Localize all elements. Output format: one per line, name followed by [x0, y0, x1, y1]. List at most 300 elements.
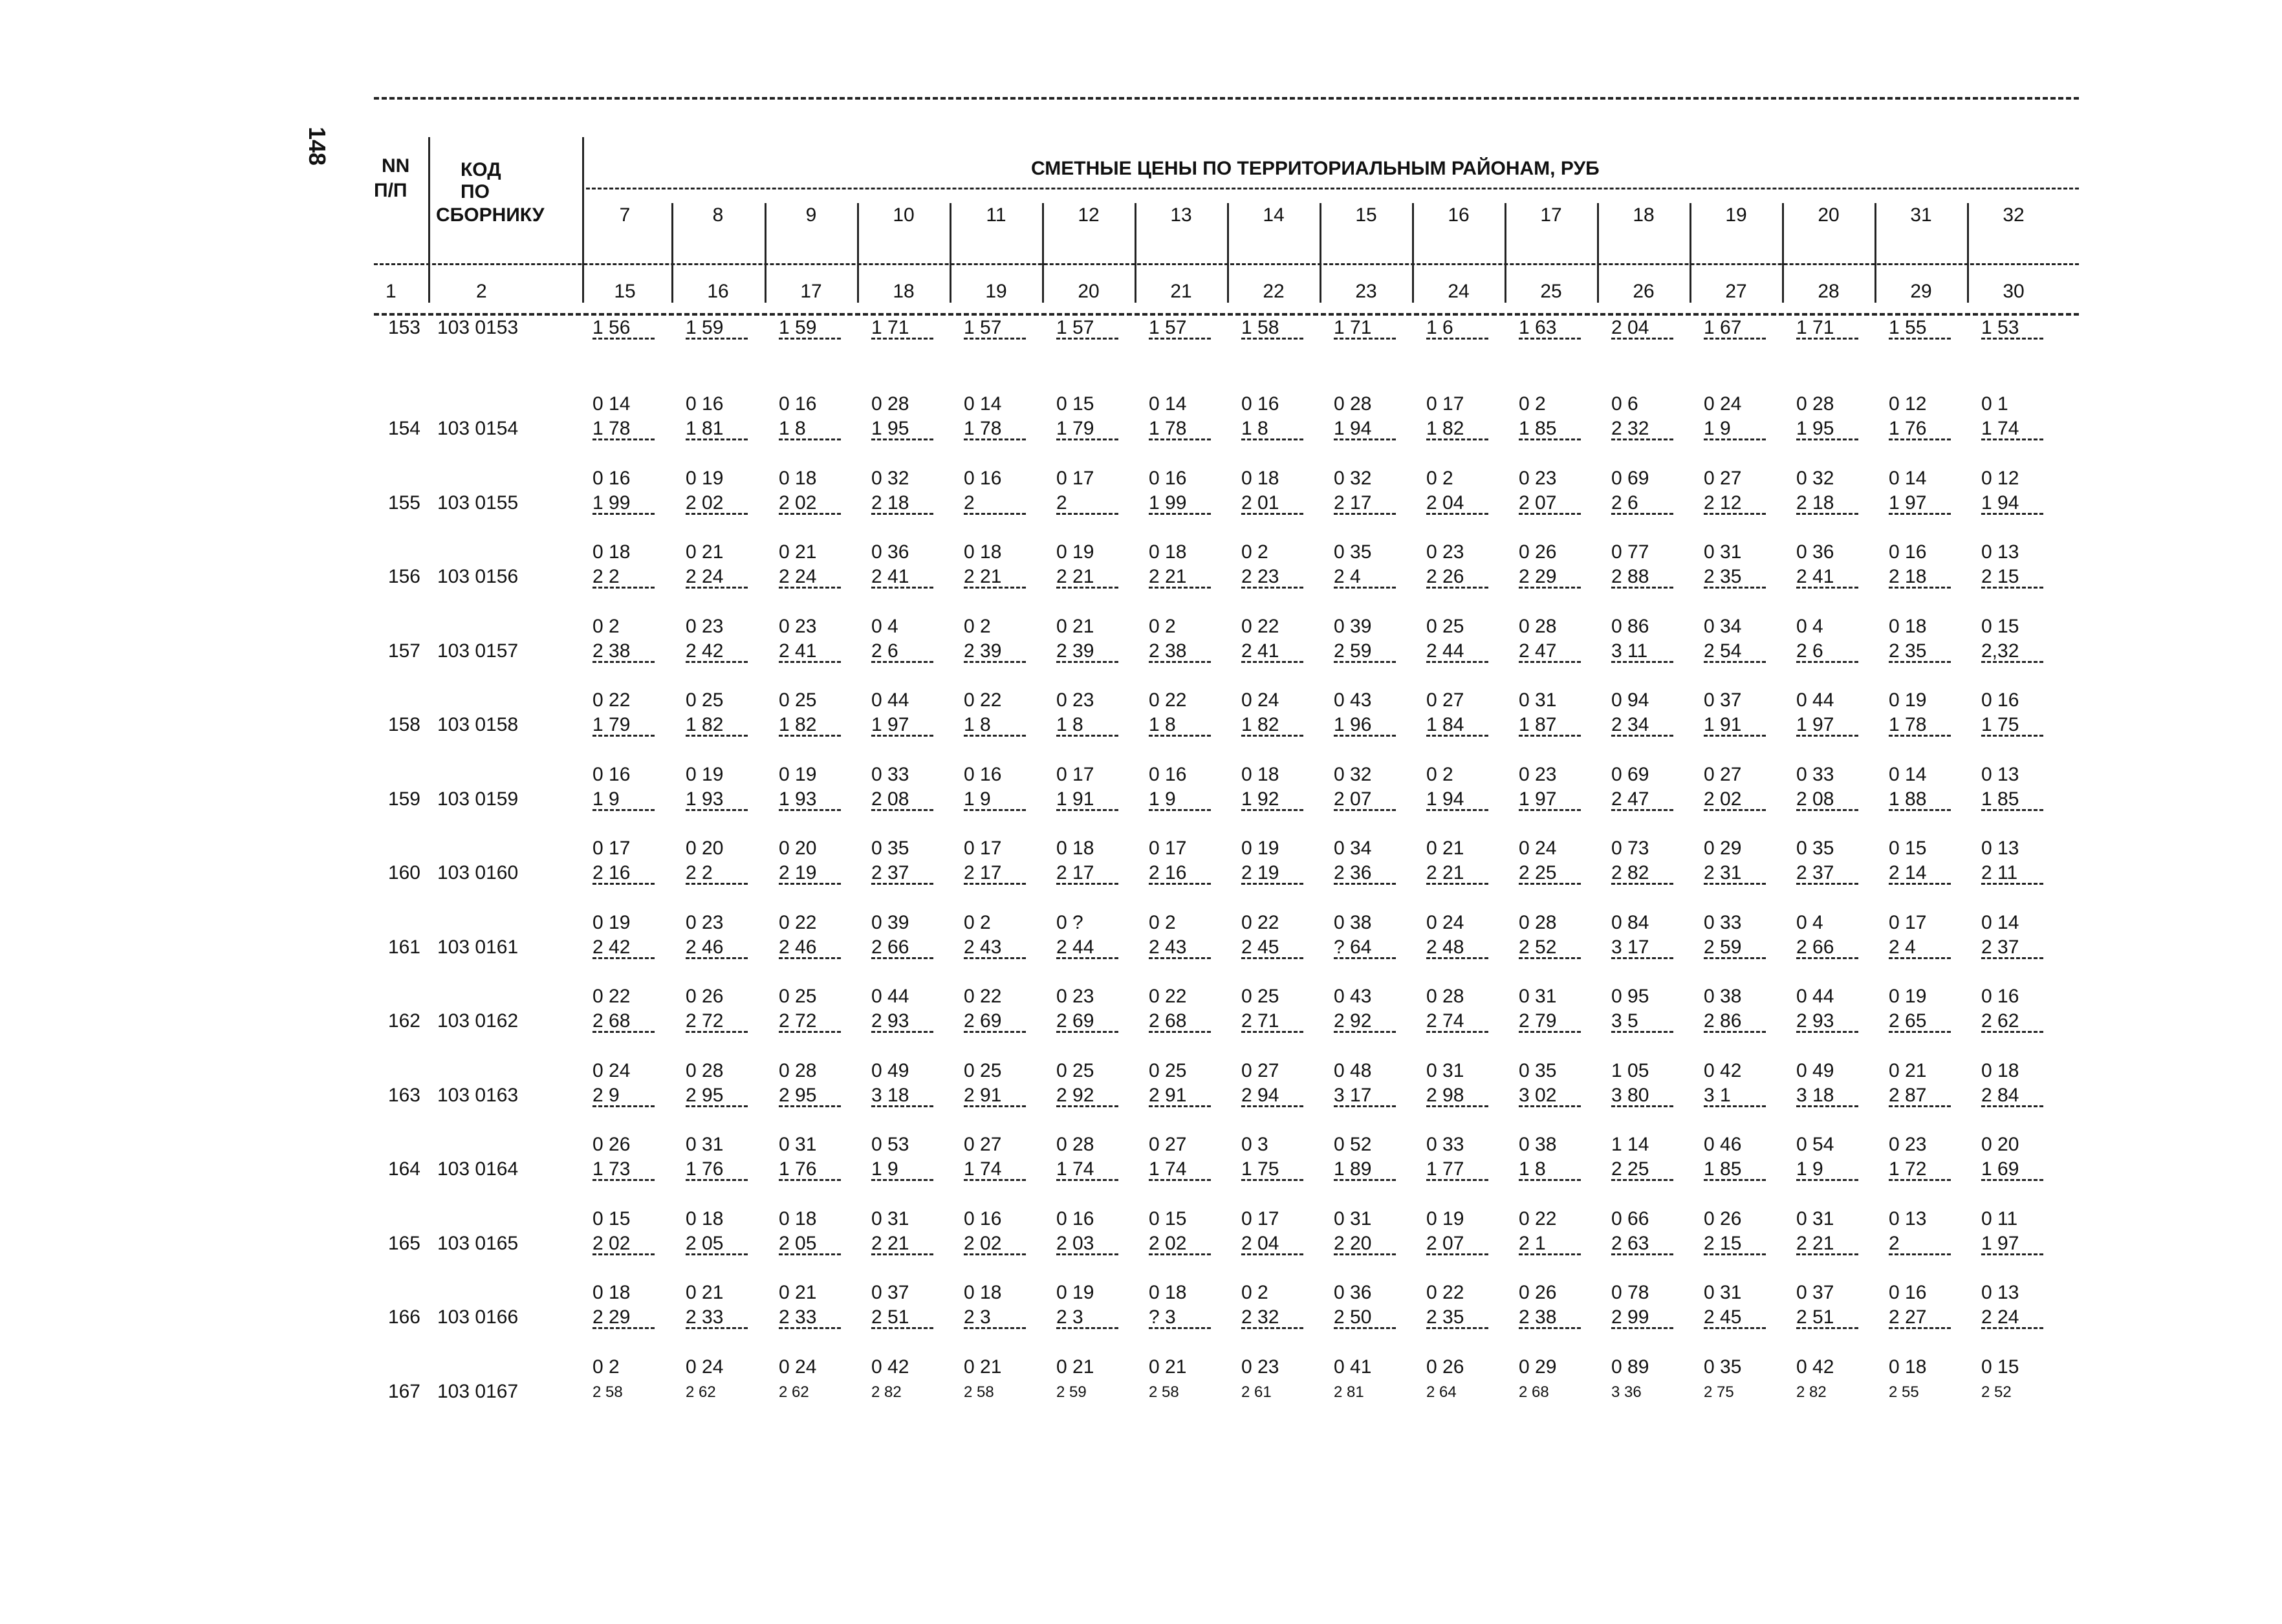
cell-separator — [1981, 735, 2043, 737]
price-value: 2 81 — [1334, 1383, 1364, 1401]
price-value: 2 02 — [592, 1232, 631, 1254]
price-increment: 0 17 — [1889, 911, 1927, 933]
price-increment: 0 41 — [1334, 1356, 1372, 1378]
price-value: 1 78 — [1149, 418, 1187, 439]
price-value: 2 64 — [1426, 1383, 1457, 1401]
price-value: 2 23 — [1241, 566, 1279, 587]
cell-separator — [1149, 1253, 1211, 1255]
price-increment: 0 33 — [1704, 911, 1742, 933]
collection-code: 103 0155 — [437, 492, 519, 514]
price-value: 2 31 — [1704, 862, 1742, 883]
divider — [1690, 203, 1691, 303]
price-increment: 0 20 — [686, 838, 724, 859]
cell-separator — [592, 735, 655, 737]
cell-separator — [1149, 1105, 1211, 1107]
collection-code: 103 0154 — [437, 418, 519, 439]
price-increment: 0 22 — [1149, 986, 1187, 1007]
price-value: 2 1 — [1519, 1232, 1546, 1254]
price-increment: 0 6 — [1611, 393, 1638, 415]
price-value: 2 45 — [1241, 936, 1279, 958]
price-value: 2 91 — [964, 1084, 1002, 1106]
cell-separator — [1704, 1327, 1766, 1329]
price-value: 2 46 — [779, 936, 817, 958]
column-number: 22 — [1263, 281, 1285, 302]
price-increment: 0 44 — [1796, 986, 1834, 1007]
price-value: 2 42 — [592, 936, 631, 958]
price-value: 1 9 — [871, 1158, 898, 1180]
price-increment: 0 28 — [1796, 393, 1834, 415]
cell-separator — [686, 513, 748, 515]
price-value: 1 94 — [1334, 418, 1372, 439]
price-value: 2 2 — [686, 862, 713, 883]
price-increment: 0 19 — [1889, 689, 1927, 711]
price-value: 1 92 — [1241, 788, 1279, 810]
price-value: 2 41 — [779, 640, 817, 662]
price-value: 2 59 — [1334, 640, 1372, 662]
price-increment: 0 4 — [1796, 615, 1823, 637]
price-increment: 0 23 — [686, 911, 724, 933]
divider — [1135, 203, 1136, 303]
price-value: 2 35 — [1889, 640, 1927, 662]
price-value: 1 57 — [1149, 317, 1187, 338]
price-value: 1 76 — [779, 1158, 817, 1180]
price-value: 2 92 — [1056, 1084, 1094, 1106]
price-value: 2 21 — [871, 1232, 909, 1254]
price-value: 2 62 — [1981, 1010, 2019, 1032]
cell-separator — [1981, 438, 2043, 440]
price-increment: 0 4 — [871, 615, 898, 637]
price-value: 1 82 — [779, 714, 817, 735]
price-increment: 0 24 — [686, 1356, 724, 1378]
price-value: 2 02 — [686, 492, 724, 514]
price-value: 1 91 — [1704, 714, 1742, 735]
price-increment: 0 27 — [1704, 467, 1742, 489]
price-value: 2 82 — [871, 1383, 902, 1401]
price-increment: 0 18 — [964, 1282, 1002, 1303]
cell-separator — [592, 587, 655, 589]
price-increment: 0 14 — [1889, 467, 1927, 489]
price-increment: 0 28 — [1334, 393, 1372, 415]
cell-separator — [1796, 513, 1858, 515]
price-increment: 0 35 — [871, 838, 909, 859]
cell-separator — [1056, 1179, 1118, 1181]
cell-separator — [592, 513, 655, 515]
price-value: 2 35 — [1426, 1306, 1464, 1328]
price-increment: 0 13 — [1981, 1282, 2019, 1303]
cell-separator — [964, 809, 1026, 811]
price-value: 1 67 — [1704, 317, 1742, 338]
cell-separator — [779, 883, 841, 885]
price-increment: 0 2 — [592, 615, 620, 637]
price-increment: 0 2 — [964, 615, 991, 637]
price-value: 2 82 — [1796, 1383, 1827, 1401]
cell-separator — [1519, 1253, 1581, 1255]
price-increment: 0 25 — [779, 689, 817, 711]
price-value: 2 05 — [779, 1232, 817, 1254]
cell-separator — [1519, 809, 1581, 811]
row-number: 155 — [387, 492, 420, 514]
cell-separator — [1981, 661, 2043, 663]
price-increment: 0 12 — [1889, 393, 1927, 415]
price-increment: 0 28 — [1056, 1134, 1094, 1155]
price-increment: 0 18 — [1149, 1282, 1187, 1303]
divider — [428, 137, 430, 303]
price-value: 1 8 — [779, 418, 806, 439]
cell-separator — [1426, 809, 1488, 811]
column-number: 29 — [1910, 281, 1932, 302]
cell-separator — [1796, 1105, 1858, 1107]
price-value: 2 33 — [779, 1306, 817, 1328]
price-increment: 0 54 — [1796, 1134, 1834, 1155]
cell-separator — [1241, 338, 1303, 340]
price-value: 2 69 — [1056, 1010, 1094, 1032]
cell-separator — [1334, 1105, 1396, 1107]
cell-separator — [1241, 513, 1303, 515]
cell-separator — [1981, 1031, 2043, 1033]
table-row — [374, 1257, 2079, 1332]
price-value: 1 74 — [1149, 1158, 1187, 1180]
cell-separator — [1889, 883, 1951, 885]
cell-separator — [686, 735, 748, 737]
price-increment: 0 31 — [779, 1134, 817, 1155]
price-value: 1 71 — [1796, 317, 1834, 338]
cell-separator — [1056, 957, 1118, 959]
cell-separator — [1889, 338, 1951, 340]
price-value: 2 58 — [592, 1383, 623, 1401]
price-value: 3 11 — [1611, 640, 1648, 662]
cell-separator — [1519, 1105, 1581, 1107]
price-increment: 0 2 — [1426, 467, 1453, 489]
price-value: 1 91 — [1056, 788, 1094, 810]
cell-separator — [1334, 438, 1396, 440]
price-increment: 0 38 — [1704, 986, 1742, 1007]
price-value: 1 75 — [1241, 1158, 1279, 1180]
price-value: 1 99 — [592, 492, 631, 514]
price-value: 2 87 — [1889, 1084, 1927, 1106]
cell-separator — [686, 438, 748, 440]
price-increment: 0 23 — [1519, 467, 1557, 489]
price-increment: 0 34 — [1704, 615, 1742, 637]
price-increment: 0 53 — [871, 1134, 909, 1155]
price-increment: 0 19 — [686, 763, 724, 785]
price-value: 1 96 — [1334, 714, 1372, 735]
price-value: 2 32 — [1241, 1306, 1279, 1328]
price-increment: 0 36 — [1796, 541, 1834, 563]
table-row — [374, 316, 2079, 369]
code-label-1: КОД — [461, 159, 501, 180]
prices-title: СМЕТНЫЕ ЦЕНЫ ПО ТЕРРИТОРИАЛЬНЫМ РАЙОНАМ, РУБ — [1031, 158, 1600, 179]
cell-separator — [1426, 1179, 1488, 1181]
divider — [1967, 203, 1969, 303]
cell-separator — [1334, 1179, 1396, 1181]
cell-separator — [871, 1105, 933, 1107]
price-value: 1 9 — [964, 788, 991, 810]
price-value: 2 95 — [686, 1084, 724, 1106]
price-increment: 0 16 — [779, 393, 817, 415]
table-body — [374, 316, 2079, 1405]
cell-separator — [1981, 957, 2043, 959]
price-increment: 0 69 — [1611, 467, 1649, 489]
price-increment: 0 15 — [592, 1207, 631, 1229]
price-value: 1 82 — [1426, 418, 1464, 439]
price-value: 2 6 — [1611, 492, 1638, 514]
price-increment: 0 16 — [1241, 393, 1279, 415]
price-value: 1 75 — [1981, 714, 2019, 735]
price-value: 2 21 — [1796, 1232, 1834, 1254]
cell-separator — [1611, 338, 1673, 340]
cell-separator — [964, 1105, 1026, 1107]
price-value: 1 97 — [1889, 492, 1927, 514]
region-header: 10 — [893, 204, 915, 226]
cell-separator — [1519, 1327, 1581, 1329]
price-value: 1 88 — [1889, 788, 1927, 810]
divider — [950, 203, 951, 303]
price-value: 2 2 — [592, 566, 620, 587]
cell-separator — [1796, 661, 1858, 663]
table-row — [374, 591, 2079, 666]
cell-separator — [1981, 1327, 2043, 1329]
price-increment: 0 24 — [1704, 393, 1742, 415]
price-increment: 0 48 — [1334, 1059, 1372, 1081]
price-value: 3 1 — [1704, 1084, 1731, 1106]
column-number: 23 — [1355, 281, 1377, 302]
region-header: 14 — [1263, 204, 1285, 226]
cell-separator — [1704, 1105, 1766, 1107]
price-value: 1 78 — [592, 418, 631, 439]
cell-separator — [1426, 1253, 1488, 1255]
price-value: 2 03 — [1056, 1232, 1094, 1254]
cell-separator — [1334, 338, 1396, 340]
cell-separator — [1889, 735, 1951, 737]
price-value: 2 54 — [1704, 640, 1742, 662]
region-header: 11 — [986, 204, 1006, 226]
price-value: 2 — [1889, 1232, 1900, 1254]
cell-separator — [1796, 809, 1858, 811]
price-value: 2 46 — [686, 936, 724, 958]
price-value: 2 15 — [1704, 1232, 1742, 1254]
price-value: 3 5 — [1611, 1010, 1638, 1032]
price-value: 2 92 — [1334, 1010, 1372, 1032]
cell-separator — [1519, 338, 1581, 340]
cell-separator — [1149, 587, 1211, 589]
price-increment: 0 26 — [1704, 1207, 1742, 1229]
cell-separator — [592, 338, 655, 340]
price-value: 2 3 — [964, 1306, 991, 1328]
price-increment: 0 18 — [686, 1207, 724, 1229]
cell-separator — [686, 661, 748, 663]
price-value: ? 3 — [1149, 1306, 1176, 1328]
region-header: 17 — [1540, 204, 1562, 226]
price-value: 2 93 — [1796, 1010, 1834, 1032]
page-number: 148 — [304, 126, 331, 166]
cell-separator — [871, 338, 933, 340]
price-value: 1 8 — [1519, 1158, 1546, 1180]
price-value: 1 85 — [1704, 1158, 1742, 1180]
price-increment: 0 33 — [1426, 1134, 1464, 1155]
collection-code: 103 0167 — [437, 1380, 519, 1402]
price-increment: 0 21 — [686, 1282, 724, 1303]
price-value: 1 58 — [1241, 317, 1279, 338]
cell-separator — [1889, 438, 1951, 440]
price-increment: 0 29 — [1519, 1356, 1557, 1378]
region-header: 19 — [1725, 204, 1747, 226]
price-value: 2 44 — [1426, 640, 1464, 662]
code-label-3: СБОРНИКУ — [436, 204, 545, 226]
price-value: 2 24 — [779, 566, 817, 587]
row-number: 165 — [387, 1232, 420, 1254]
table-row — [374, 739, 2079, 814]
price-increment: 0 19 — [1056, 1282, 1094, 1303]
cell-separator — [779, 1031, 841, 1033]
price-increment: 0 23 — [779, 615, 817, 637]
cell-separator — [686, 883, 748, 885]
price-value: 2 02 — [1704, 788, 1742, 810]
price-increment: 0 27 — [1149, 1134, 1187, 1155]
price-value: 1 94 — [1426, 788, 1464, 810]
region-header: 7 — [619, 204, 631, 226]
price-value: 1 84 — [1426, 714, 1464, 735]
column-number: 25 — [1540, 281, 1562, 302]
cell-separator — [1704, 883, 1766, 885]
cell-separator — [1796, 735, 1858, 737]
price-value: 2 6 — [871, 640, 898, 662]
cell-separator — [1889, 587, 1951, 589]
table-row — [374, 887, 2079, 962]
price-value: 1 81 — [686, 418, 724, 439]
cell-separator — [779, 957, 841, 959]
column-number: 21 — [1170, 281, 1192, 302]
price-value: 2 24 — [686, 566, 724, 587]
table-row — [374, 369, 2079, 443]
cell-separator — [779, 661, 841, 663]
price-value: 1 9 — [1704, 418, 1731, 439]
cell-separator — [686, 957, 748, 959]
price-value: 1 78 — [964, 418, 1002, 439]
cell-separator — [1796, 957, 1858, 959]
cell-separator — [1889, 1031, 1951, 1033]
price-increment: 0 86 — [1611, 615, 1649, 637]
price-increment: 0 26 — [1426, 1356, 1464, 1378]
price-value: 2 25 — [1519, 862, 1557, 883]
price-value: 2 04 — [1426, 492, 1464, 514]
price-value: 2 08 — [871, 788, 909, 810]
cell-separator — [592, 883, 655, 885]
cell-separator — [1149, 338, 1211, 340]
price-value: 1 76 — [1889, 418, 1927, 439]
price-increment: 0 26 — [1519, 1282, 1557, 1303]
cell-separator — [779, 513, 841, 515]
price-increment: 0 24 — [1426, 911, 1464, 933]
row-number: 161 — [387, 936, 420, 958]
price-value: 2 95 — [779, 1084, 817, 1106]
cell-separator — [1519, 587, 1581, 589]
price-value: 2 29 — [592, 1306, 631, 1328]
price-increment: 0 11 — [1981, 1207, 2018, 1229]
cell-separator — [964, 883, 1026, 885]
cell-separator — [871, 438, 933, 440]
cell-separator — [686, 809, 748, 811]
cell-separator — [1334, 513, 1396, 515]
price-value: 2 29 — [1519, 566, 1557, 587]
price-value: 2 17 — [1056, 862, 1094, 883]
cell-separator — [1241, 661, 1303, 663]
price-increment: 0 18 — [964, 541, 1002, 563]
price-value: 2 18 — [1889, 566, 1927, 587]
collection-code: 103 0158 — [437, 714, 519, 735]
cell-separator — [592, 438, 655, 440]
price-increment: 0 16 — [592, 467, 631, 489]
cell-separator — [1056, 1253, 1118, 1255]
price-table — [374, 97, 2079, 1405]
table-header — [374, 100, 2079, 313]
cell-separator — [686, 1179, 748, 1181]
column-number: 28 — [1818, 281, 1840, 302]
price-value: 2 41 — [1241, 640, 1279, 662]
price-increment: 0 18 — [592, 1282, 631, 1303]
price-value: 2 62 — [686, 1383, 716, 1401]
price-increment: 0 16 — [1981, 986, 2019, 1007]
price-increment: 0 17 — [1149, 838, 1187, 859]
region-header: 18 — [1633, 204, 1655, 226]
price-value: 2 39 — [964, 640, 1002, 662]
cell-separator — [686, 1105, 748, 1107]
price-value: 2 79 — [1519, 1010, 1557, 1032]
price-increment: 0 16 — [1149, 763, 1187, 785]
price-value: 1 87 — [1519, 714, 1557, 735]
price-value: 1 59 — [686, 317, 724, 338]
price-value: 2 69 — [964, 1010, 1002, 1032]
cell-separator — [964, 438, 1026, 440]
price-increment: 0 73 — [1611, 838, 1649, 859]
nn-label: NN — [382, 155, 410, 177]
price-increment: 0 21 — [779, 541, 817, 563]
price-value: 1 82 — [686, 714, 724, 735]
price-increment: 0 15 — [1981, 1356, 2019, 1378]
price-value: 2 59 — [1056, 1383, 1087, 1401]
cell-separator — [779, 1105, 841, 1107]
cell-separator — [1796, 1179, 1858, 1181]
price-increment: 0 25 — [1056, 1059, 1094, 1081]
price-value: 2 4 — [1334, 566, 1361, 587]
table-row — [374, 961, 2079, 1035]
price-value: 2 50 — [1334, 1306, 1372, 1328]
divider — [671, 203, 673, 303]
price-increment: 0 2 — [964, 911, 991, 933]
price-increment: 0 18 — [1889, 615, 1927, 637]
cell-separator — [592, 1031, 655, 1033]
price-increment: 0 18 — [779, 467, 817, 489]
row-number: 163 — [387, 1084, 420, 1106]
divider — [765, 203, 766, 303]
cell-separator — [779, 809, 841, 811]
price-increment: 0 42 — [1796, 1356, 1834, 1378]
table-row — [374, 1035, 2079, 1110]
price-increment: 0 27 — [1241, 1059, 1279, 1081]
price-increment: 0 2 — [1149, 615, 1176, 637]
price-value: 2 37 — [871, 862, 909, 883]
cell-separator — [1889, 1179, 1951, 1181]
cell-separator — [1241, 809, 1303, 811]
table-row — [374, 813, 2079, 887]
price-increment: 0 3 — [1241, 1134, 1268, 1155]
price-increment: 0 20 — [1981, 1134, 2019, 1155]
price-value: 2 33 — [686, 1306, 724, 1328]
price-value: 2 02 — [964, 1232, 1002, 1254]
cell-separator — [1981, 883, 2043, 885]
divider — [1042, 203, 1044, 303]
cell-separator — [592, 661, 655, 663]
price-increment: 0 19 — [1056, 541, 1094, 563]
